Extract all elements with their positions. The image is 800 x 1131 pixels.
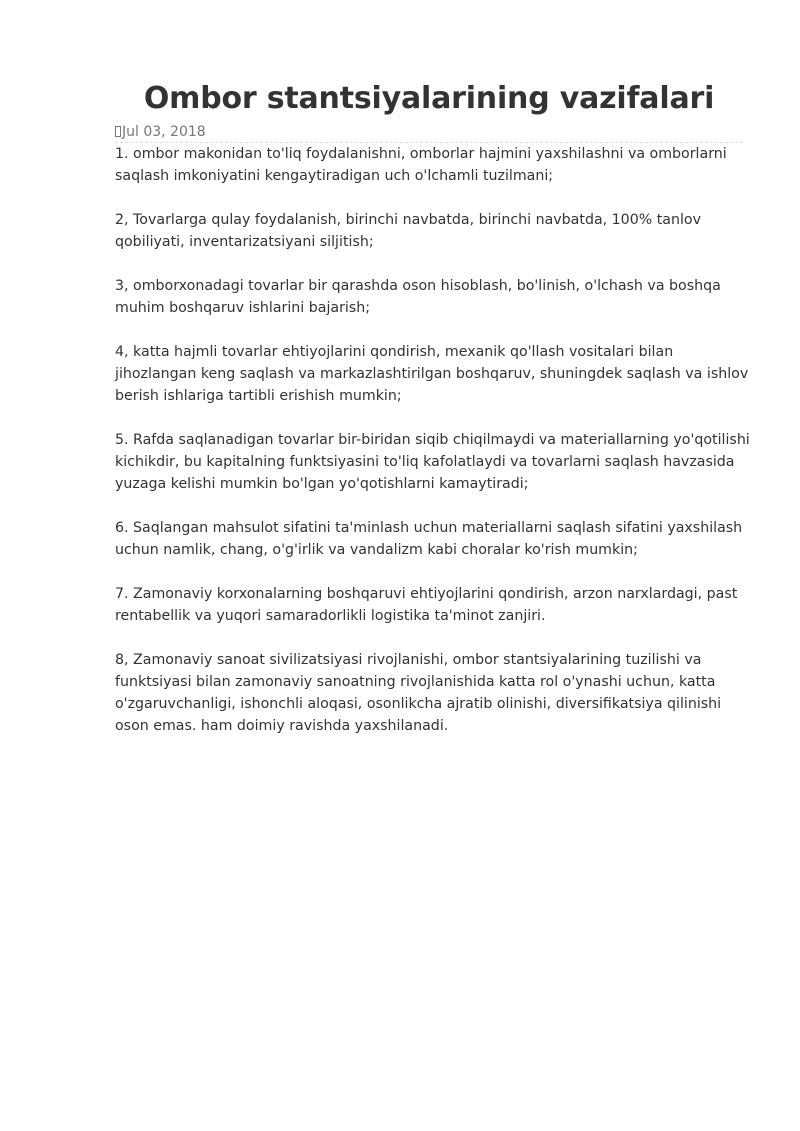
paragraph-8: 8, Zamonaviy sanoat sivilizatsiyasi rivojlanishi, ombor stantsiyalarining tuzilishi va funktsiyasi bilan zamonaviy sanoatning rivojlanishida katta rol o'ynashi uchun, katta o'zgaruvchanligi, ishonchli aloqasi, osonlikcha ajratib olinishi, diversifikatsiya qilinishi oson emas. ham doimiy ravishda yaxshilanadi.: [115, 652, 722, 734]
paragraph-3: 3, omborxonadagi tovarlar bir qarashda oson hisoblash, bo'linish, o'lchash va boshqa muhim boshqaruv ishlarini bajarish;: [115, 278, 721, 316]
page-title: Ombor stantsiyalarining vazifalari: [143, 81, 715, 116]
clock-icon: [115, 126, 121, 137]
paragraph-4: 4, katta hajmli tovarlar ehtiyojlarini qondirish, mexanik qo'llash vositalari bilan jihozlangan keng saqlash va markazlashtirilgan boshqaruv, shuningdek saqlash va ishlov berish ishlariga tartibli erishish mumkin;: [115, 344, 749, 404]
paragraph-2: 2, Tovarlarga qulay foydalanish, birinchi navbatda, birinchi navbatda, 100% tanlov qobiliyati, inventarizatsiyani siljitish;: [115, 212, 701, 250]
paragraph-7: 7. Zamonaviy korxonalarning boshqaruvi ehtiyojlarini qondirish, arzon narxlardagi, past rentabellik va yuqori samaradorlikli logistika ta'minot zanjiri.: [115, 586, 738, 624]
paragraph-5: 5. Rafda saqlanadigan tovarlar bir-biridan siqib chiqilmaydi va materiallarning yo'qotilishi kichikdir, bu kapitalning funktsiyasini to'liq kafolatlaydi va tovarlarni saqlash havzasida yuzaga kelishi mumkin bo'lgan yo'qotishlarni kamaytiradi;: [115, 432, 750, 492]
article-body: [115, 143, 755, 759]
post-date: Jul 03, 2018: [122, 124, 206, 140]
paragraph-6: 6. Saqlangan mahsulot sifatini ta'minlash uchun materiallarni saqlash sifatini yaxshilash uchun namlik, chang, o'g'irlik va vandalizm kabi choralar ko'rish mumkin;: [115, 520, 743, 558]
paragraph-1: 1. ombor makonidan to'liq foydalanishni, omborlar hajmini yaxshilashni va omborlarni saqlash imkoniyatini kengaytiradigan uch o'lchamli tuzilmani;: [115, 146, 727, 184]
post-meta: [115, 122, 743, 143]
